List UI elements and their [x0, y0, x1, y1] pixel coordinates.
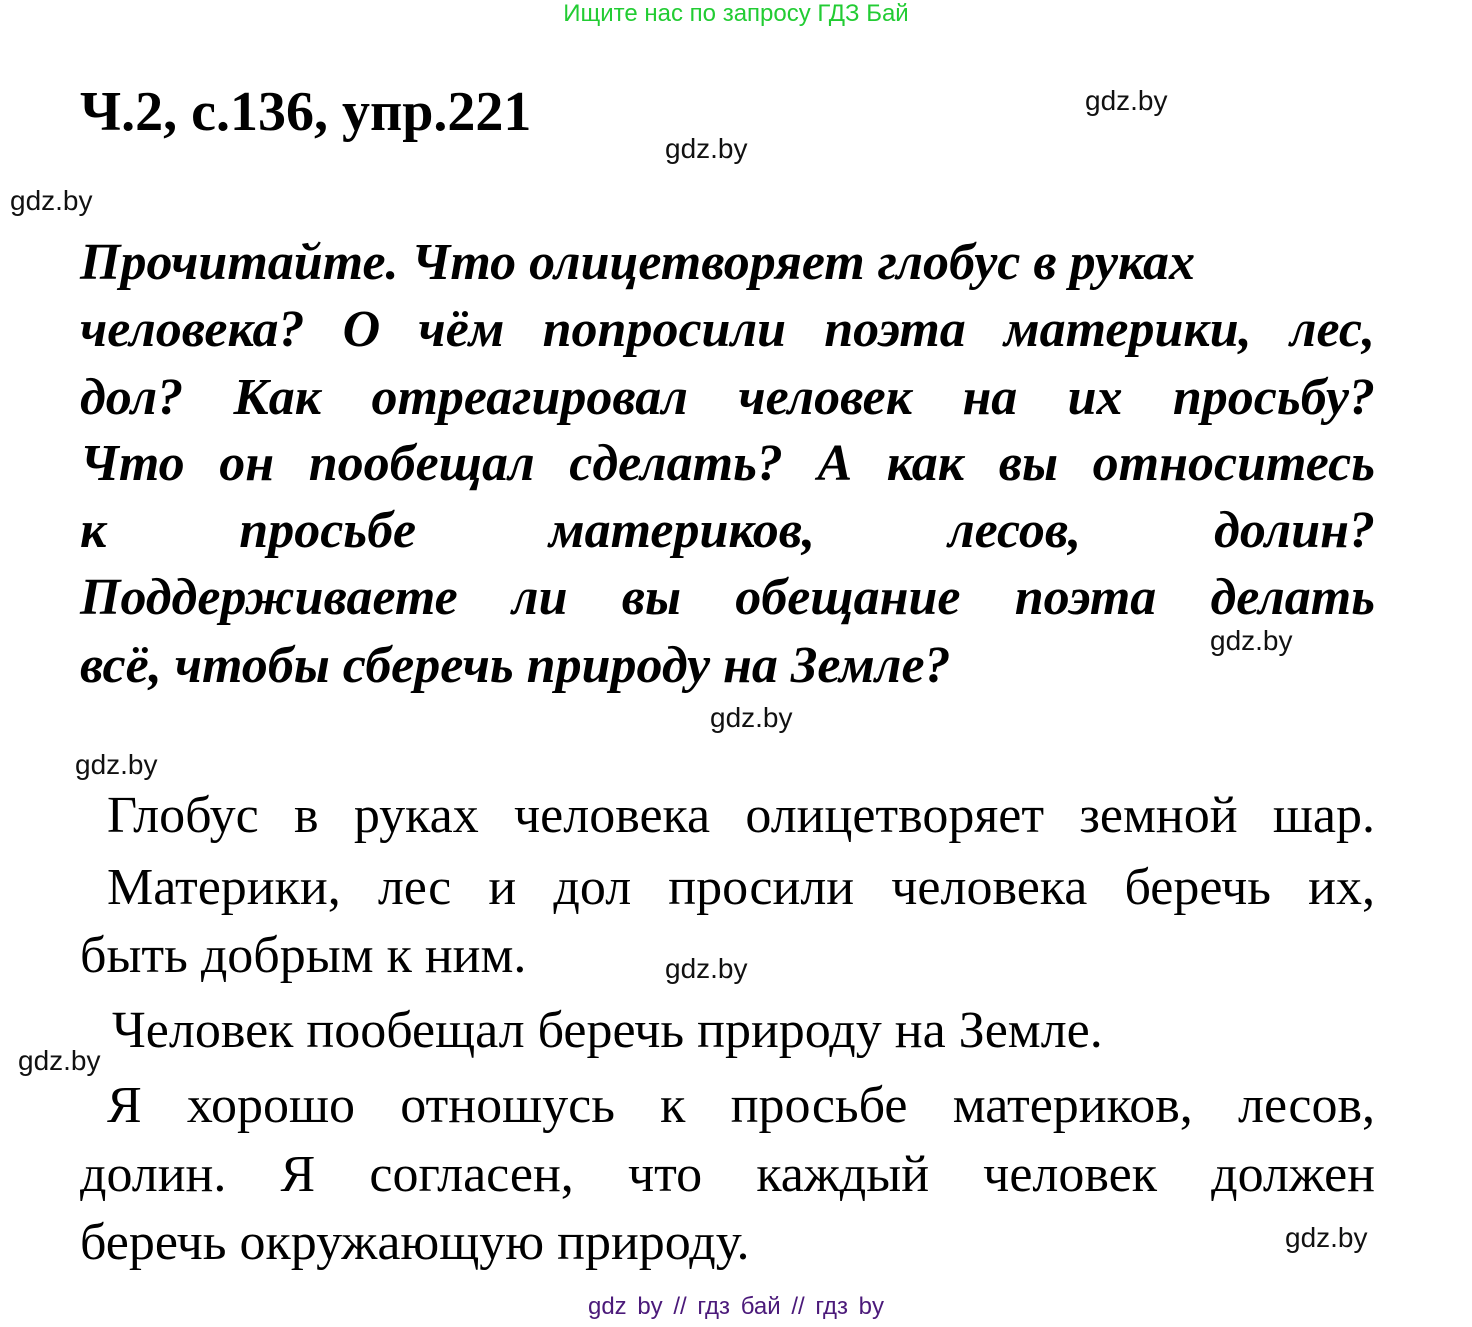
question-line: человека? О чём попросили поэта материки, лес, [80, 301, 1375, 358]
watermark: gdz.by [665, 133, 748, 164]
question-line: Что он пообещал сделать? А как вы относитесь [80, 435, 1375, 492]
watermark: gdz.by [1085, 85, 1168, 116]
question-line: дол? Как отреагировал человек на их просьбу? [80, 369, 1375, 426]
question-line: всё, чтобы сберечь природу на Земле? [80, 637, 951, 694]
watermark: gdz.by [18, 1045, 101, 1076]
answer-line: беречь окружающую природу. [80, 1214, 750, 1271]
question-line: Прочитайте. Что олицетворяет глобус в руках [80, 234, 1196, 291]
answer-line: Я хорошо отношусь к просьбе материков, лесов, [107, 1077, 1375, 1134]
question-line: к просьбе материков, лесов, долин? [80, 502, 1375, 559]
answer-line: Человек пообещал беречь природу на Земле. [112, 1002, 1103, 1059]
top-banner[interactable]: Ищите нас по запросу ГДЗ Бай [563, 0, 909, 27]
answer-line: Глобус в руках человека олицетворяет земной шар. [107, 787, 1375, 844]
answer-line: долин. Я согласен, что каждый человек должен [80, 1146, 1375, 1203]
answer-line: Материки, лес и дол просили человека беречь их, [107, 859, 1375, 916]
watermark: gdz.by [665, 953, 748, 984]
exercise-title: Ч.2, с.136, упр.221 [80, 81, 532, 143]
watermark: gdz.by [710, 702, 793, 733]
watermark: gdz.by [75, 749, 158, 780]
watermark: gdz.by [10, 185, 93, 216]
watermark: gdz.by [1210, 625, 1293, 656]
question-line: Поддерживаете ли вы обещание поэта делать [80, 569, 1375, 626]
answer-line: быть добрым к ним. [80, 927, 527, 984]
watermark: gdz.by [1285, 1222, 1368, 1253]
footer-links[interactable]: gdz by // гдз бай // гдз by [587, 1293, 885, 1320]
